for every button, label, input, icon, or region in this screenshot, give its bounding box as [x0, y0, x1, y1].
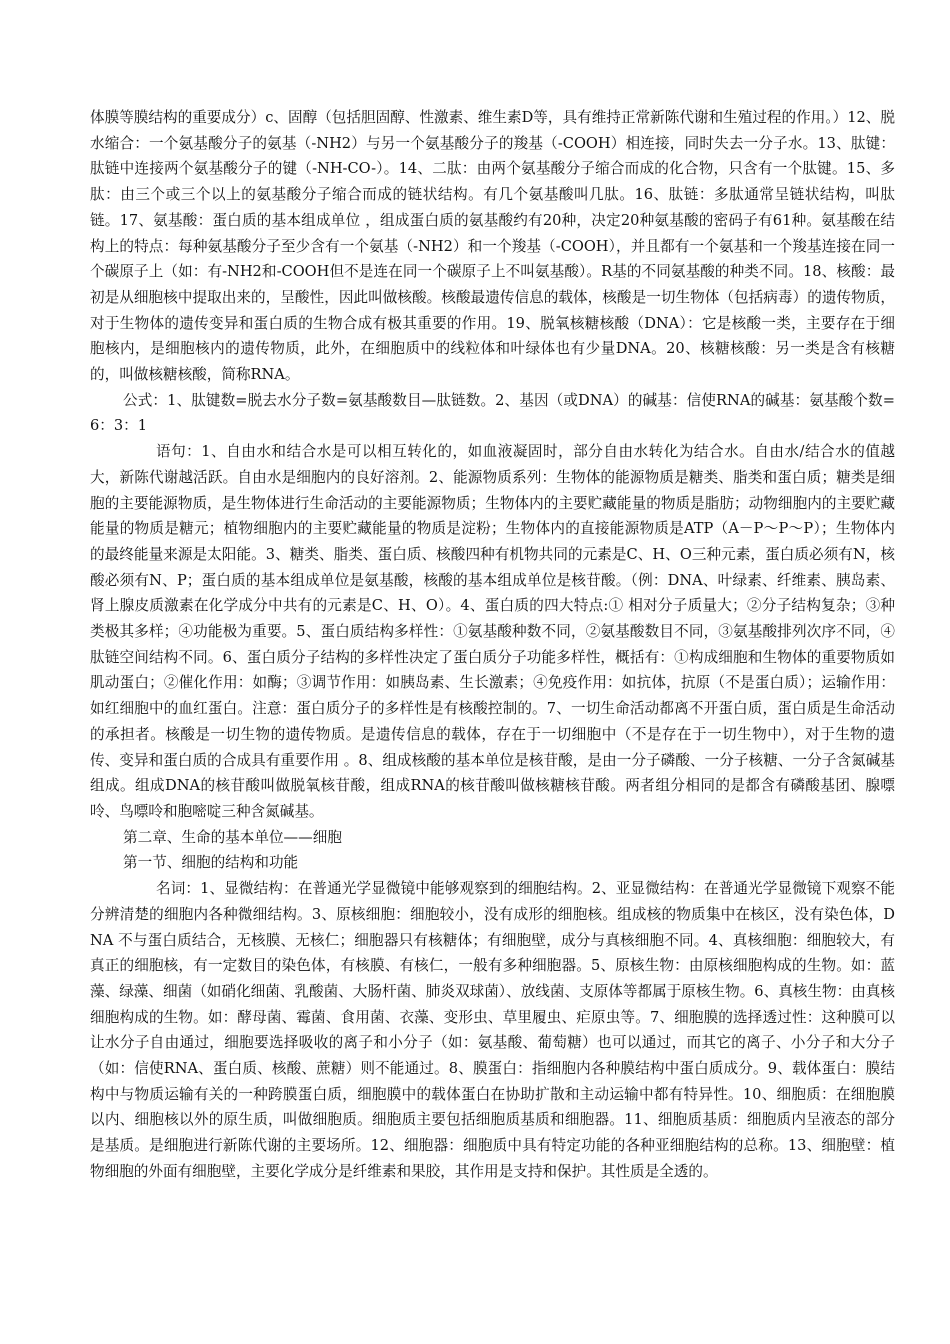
- intro-paragraph: 体膜等膜结构的重要成分）c、固醇（包括胆固醇、性激素、维生素D等，具有维持正常新陈代谢和生殖过程的作用。）12、脱水缩合：一个氨基酸分子的氨基（-NH2）与另一个氨基酸分子的羧基（-COOH）相连接，同时失去一分子水。13、肽键：肽链中连接两个氨基酸分子的键（-NH-CO-）。14、二肽：由两个氨基酸分子缩合而成的化合物，只含有一个肽键。15、多肽：由三个或三个以上的氨基酸分子缩合而成的链状结构。有几个氨基酸叫几肽。16、肽链：多肽通常呈链状结构，叫肽链。17、氨基酸：蛋白质的基本组成单位 ，组成蛋白质的氨基酸约有20种，决定20种氨基酸的密码子有61种。氨基酸在结构上的特点：每种氨基酸分子至少含有一个氨基（-NH2）和一个羧基（-COOH），并且都有一个氨基和一个羧基连接在同一个碳原子上（如：有-NH2和-COOH但不是连在同一个碳原子上不叫氨基酸）。R基的不同氨基酸的种类不同。18、核酸：最初是从细胞核中提取出来的，呈酸性，因此叫做核酸。核酸最遗传信息的载体，核酸是一切生物体（包括病毒）的遗传物质，对于生物体的遗传变异和蛋白质的生物合成有极其重要的作用。19、脱氧核糖核酸（DNA）：它是核酸一类，主要存在于细胞核内，是细胞核内的遗传物质，此外，在细胞质中的线粒体和叶绿体也有少量DNA。20、核糖核酸：另一类是含有核糖的，叫做核糖核酸，简称RNA。: [90, 109, 895, 384]
- sentences-paragraph: 语句：1、自由水和结合水是可以相互转化的，如血液凝固时，部分自由水转化为结合水。自由水/结合水的值越大，新陈代谢越活跃。自由水是细胞内的良好溶剂。2、能源物质系列：生物体的能源物质是糖类、脂类和蛋白质；糖类是细胞的主要能源物质，是生物体进行生命活动的主要能源物质；生物体内的主要贮藏能量的物质是脂肪；动物细胞内的主要贮藏能量的物质是糖元；植物细胞内的主要贮藏能量的物质是淀粉；生物体内的直接能源物质是ATP（A－P～P～P）；生物体内的最终能量来源是太阳能。3、糖类、脂类、蛋白质、核酸四种有机物共同的元素是C、H、O三种元素，蛋白质必须有N，核酸必须有N、P；蛋白质的基本组成单位是氨基酸，核酸的基本组成单位是核苷酸。（例：DNA、叶绿素、纤维素、胰岛素、肾上腺皮质激素在化学成分中共有的元素是C、H、O）。4、蛋白质的四大特点:① 相对分子质量大；②分子结构复杂；③种类极其多样；④功能极为重要。5、蛋白质结构多样性：①氨基酸种数不同，②氨基酸数目不同，③氨基酸排列次序不同，④肽链空间结构不同。6、蛋白质分子结构的多样性决定了蛋白质分子功能多样性，概括有：①构成细胞和生物体的重要物质如肌动蛋白；②催化作用：如酶；③调节作用：如胰岛素、生长激素；④免疫作用：如抗体，抗原（不是蛋白质）；运输作用：如红细胞中的血红蛋白。注意：蛋白质分子的多样性是有核酸控制的。7、一切生命活动都离不开蛋白质，蛋白质是生命活动的承担者。核酸是一切生物的遗传物质。是遗传信息的载体，存在于一切细胞中（不是存在于一切生物中），对于生物的遗传、变异和蛋白质的合成具有重要作用 。8、组成核酸的基本单位是核苷酸，是由一分子磷酸、一分子核糖、一分子含氮碱基组成。组成DNA的核苷酸叫做脱氧核苷酸，组成RNA的核苷酸叫做核糖核苷酸。两者组分相同的是都含有磷酸基团、腺嘌呤、鸟嘌呤和胞嘧啶三种含氮碱基。: [90, 443, 895, 820]
- section-title: 第一节、细胞的结构和功能: [123, 854, 299, 872]
- chapter-title: 第二章、生命的基本单位——细胞: [123, 828, 342, 846]
- formula-paragraph: 公式：1、肽键数=脱去水分子数=氨基酸数目—肽链数。2、基因（或DNA）的碱基：信使RNA的碱基：氨基酸个数=6：3：1: [90, 391, 895, 435]
- terms-paragraph: 名词：1、显微结构：在普通光学显微镜中能够观察到的细胞结构。2、亚显微结构：在普通光学显微镜下观察不能分辨清楚的细胞内各种微细结构。3、原核细胞：细胞较小，没有成形的细胞核。组成核的物质集中在核区，没有染色体，DNA 不与蛋白质结合，无核膜、无核仁；细胞器只有核糖体；有细胞壁，成分与真核细胞不同。4、真核细胞：细胞较大，有真正的细胞核，有一定数目的染色体，有核膜、有核仁，一般有多种细胞器。5、原核生物：由原核细胞构成的生物。如：蓝藻、绿藻、细菌（如硝化细菌、乳酸菌、大肠杆菌、肺炎双球菌）、放线菌、支原体等都属于原核生物。6、真核生物：由真核细胞构成的生物。如：酵母菌、霉菌、食用菌、衣藻、变形虫、草里履虫、疟原虫等。7、细胞膜的选择透过性：这种膜可以让水分子自由通过，细胞要选择吸收的离子和小分子（如：氨基酸、葡萄糖）也可以通过，而其它的离子、小分子和大分子（如：信使RNA、蛋白质、核酸、蔗糖）则不能通过。8、膜蛋白：指细胞内各种膜结构中蛋白质成分。9、载体蛋白：膜结构中与物质运输有关的一种跨膜蛋白质，细胞膜中的载体蛋白在协助扩散和主动运输中都有特异性。10、细胞质：在细胞膜以内、细胞核以外的原生质，叫做细胞质。细胞质主要包括细胞质基质和细胞器。11、细胞质基质：细胞质内呈液态的部分是基质。是细胞进行新陈代谢的主要场所。12、细胞器：细胞质中具有特定功能的各种亚细胞结构的总称。13、细胞壁：植物细胞的外面有细胞壁，主要化学成分是纤维素和果胶，其作用是支持和保护。其性质是全透的。: [90, 880, 895, 1180]
- document-body: [90, 105, 895, 1185]
